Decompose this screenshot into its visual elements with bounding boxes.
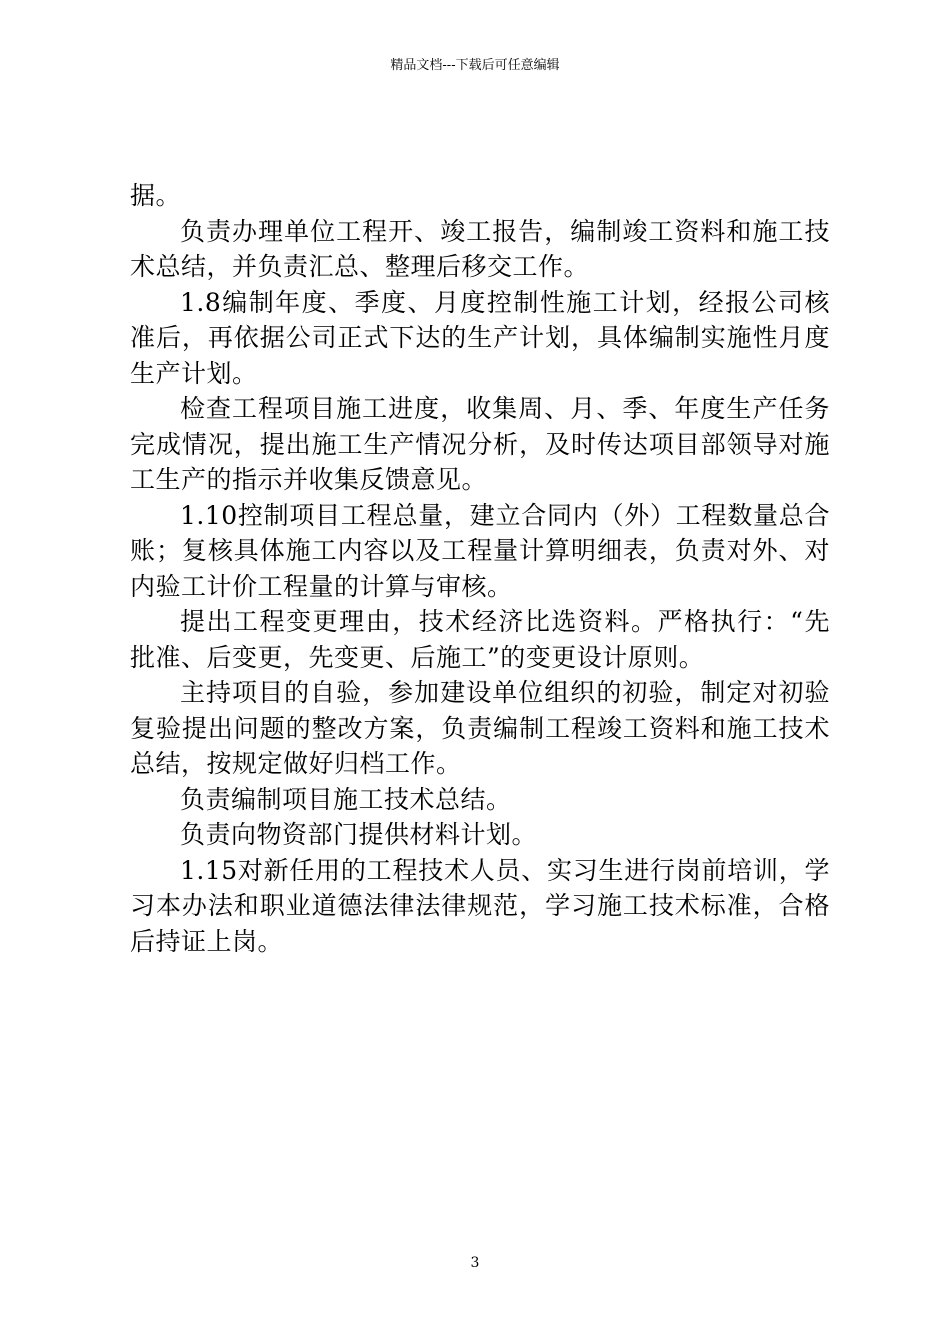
document-body: [130, 178, 830, 959]
paragraph-continuation: 据。: [130, 181, 182, 210]
paragraph: 1.10控制项目工程总量，建立合同内（外）工程数量总合账；复核具体施工内容以及工程量计算明细表，负责对外、对内验工计价工程量的计算与审核。: [130, 500, 830, 601]
page-header: 精品文档---下载后可任意编辑: [390, 58, 560, 73]
paragraph: 负责编制项目施工技术总结。: [180, 784, 512, 814]
paragraph: 负责向物资部门提供材料计划。: [180, 820, 538, 849]
paragraph: 1.15对新任用的工程技术人员、实习生进行岗前培训，学习本办法和职业道德法律法律规范，学习施工技术标准，合格后持证上岗。: [130, 855, 830, 956]
page-number: 3: [470, 1255, 480, 1271]
paragraph: 1.8编制年度、季度、月度控制性施工计划，经报公司核准后，再依据公司正式下达的生产计划，具体编制实施性月度生产计划。: [130, 287, 830, 388]
paragraph: 主持项目的自验，参加建设单位组织的初验，制定对初验复验提出问题的整改方案，负责编制工程竣工资料和施工技术总结，按规定做好归档工作。: [130, 678, 830, 778]
paragraph: 提出工程变更理由，技术经济比选资料。严格执行：“先批准、后变更，先变更、后施工”的变更设计原则。: [130, 607, 830, 672]
paragraph: 负责办理单位工程开、竣工报告，编制竣工资料和施工技术总结，并负责汇总、整理后移交工作。: [130, 216, 830, 281]
paragraph: 检查工程项目施工进度，收集周、月、季、年度生产任务完成情况，提出施工生产情况分析，及时传达项目部领导对施工生产的指示并收集反馈意见。: [130, 394, 830, 494]
